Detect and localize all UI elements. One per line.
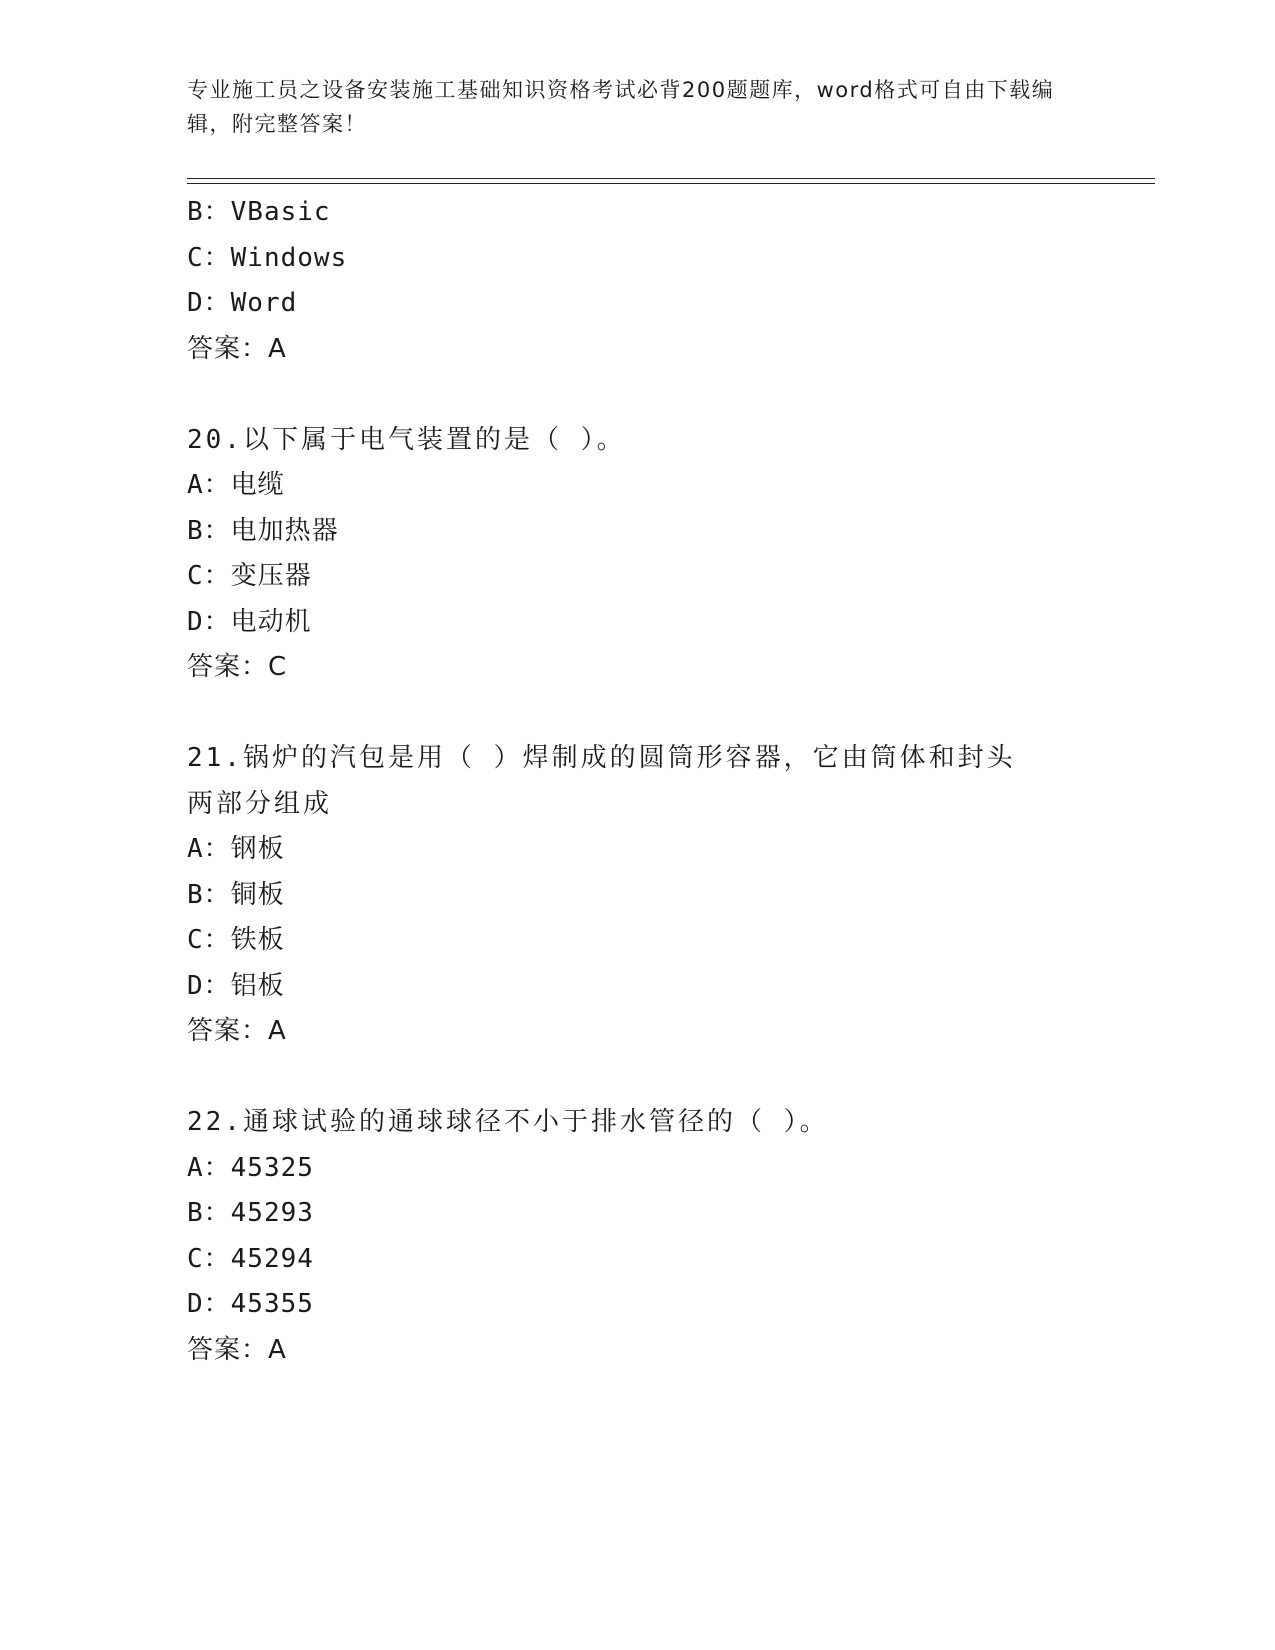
- option-a: A：45325: [187, 1152, 314, 1183]
- question-text: 20.以下属于电气装置的是（ ）。: [187, 424, 626, 455]
- question-19-continued: [187, 190, 1087, 372]
- answer: 答案：A: [187, 1016, 287, 1046]
- header-rule-top: [187, 178, 1155, 179]
- option-a: A：钢板: [187, 834, 285, 864]
- option-c: C：45294: [187, 1243, 314, 1274]
- option-d: D：45355: [187, 1289, 314, 1319]
- option-c: C：铁板: [187, 925, 285, 955]
- question-20: [187, 418, 1087, 691]
- document-title: 专业施工员之设备安装施工基础知识资格考试必背200题题库，word格式可自由下载编辑，附完整答案！: [187, 78, 1055, 136]
- answer: 答案：C: [187, 652, 288, 682]
- document-header: [187, 73, 1067, 141]
- option-a: A：电缆: [187, 470, 285, 500]
- option-c: C：Windows: [187, 242, 348, 273]
- option-d: D：Word: [187, 288, 298, 318]
- question-22: [187, 1100, 1087, 1373]
- option-c: C：变压器: [187, 561, 312, 591]
- answer: 答案：A: [187, 1334, 287, 1365]
- option-b: B：VBasic: [187, 197, 331, 227]
- question-text: 22.通球试验的通球球径不小于排水管径的（ ）。: [187, 1107, 829, 1137]
- option-d: D：电动机: [187, 606, 312, 637]
- option-b: B：45293: [187, 1198, 314, 1228]
- option-d: D：铝板: [187, 970, 285, 1001]
- document-body: [187, 190, 1087, 1373]
- header-rule-bottom: [187, 183, 1155, 184]
- option-b: B：铜板: [187, 879, 285, 910]
- answer: 答案：A: [187, 333, 287, 364]
- question-text: 21.锅炉的汽包是用（ ）焊制成的圆筒形容器，它由筒体和封头两部分组成: [187, 743, 1016, 819]
- option-b: B：电加热器: [187, 515, 339, 546]
- question-21: [187, 736, 1087, 1055]
